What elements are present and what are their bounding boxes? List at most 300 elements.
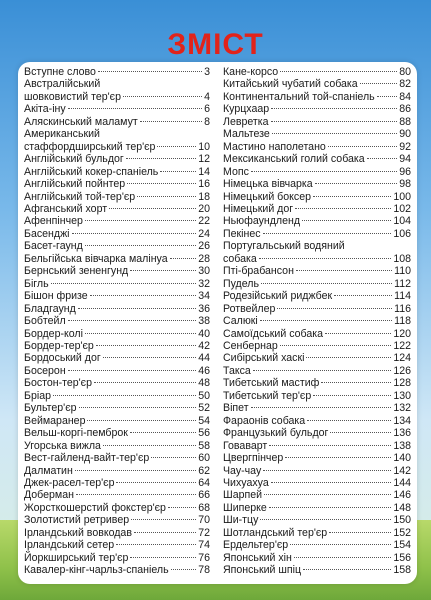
toc-entry-page: 82 <box>399 78 411 91</box>
toc-entry-name: Ньюфаундленд <box>223 215 301 228</box>
toc-entry-page: 110 <box>394 265 411 278</box>
toc-entry[interactable] <box>24 303 210 315</box>
toc-entry-leader <box>130 557 196 558</box>
toc-entry[interactable] <box>223 440 411 452</box>
toc-entry[interactable] <box>223 215 411 227</box>
toc-entry-name: Японський хін <box>223 551 292 564</box>
toc-entry-leader <box>68 320 197 321</box>
toc-entry[interactable] <box>24 352 210 364</box>
toc-entry[interactable] <box>24 539 210 551</box>
toc-entry[interactable] <box>24 228 210 240</box>
toc-entry-page: 34 <box>198 290 210 303</box>
toc-entry[interactable] <box>24 564 210 576</box>
toc-entry-leader <box>295 208 391 209</box>
toc-entry-leader <box>330 432 391 433</box>
toc-entry[interactable] <box>24 265 210 277</box>
toc-entry-name: Німецька вівчарка <box>223 178 313 191</box>
toc-entry-name: Доберман <box>24 489 74 502</box>
toc-entry[interactable] <box>24 166 210 178</box>
toc-entry-leader <box>116 482 196 483</box>
toc-entry-leader <box>303 569 391 570</box>
toc-entry-name: Англійський кокер-спаніель <box>24 165 159 178</box>
toc-entry-name-line1: Португальський водяний <box>223 240 345 253</box>
toc-entry-page: 46 <box>198 364 210 377</box>
toc-entry[interactable] <box>24 315 210 327</box>
toc-entry-page: 72 <box>198 526 210 539</box>
toc-entry-page: 90 <box>399 128 411 141</box>
toc-entry-leader <box>96 345 196 346</box>
toc-entry-leader <box>137 196 196 197</box>
toc-entry-leader <box>103 357 196 358</box>
toc-entry-leader <box>90 295 197 296</box>
toc-entry-page: 86 <box>399 103 411 116</box>
toc-entry-page: 108 <box>393 252 411 265</box>
toc-entry-page: 44 <box>198 352 210 365</box>
toc-entry-leader <box>377 96 398 97</box>
toc-entry-name: Тибетський тер'єр <box>223 389 312 402</box>
toc-entry[interactable] <box>24 290 210 302</box>
toc-entry[interactable] <box>223 128 411 140</box>
toc-entry-name: стаффордширський тер'єр <box>24 140 156 153</box>
toc-entry[interactable] <box>24 527 210 539</box>
toc-entry[interactable] <box>223 141 411 153</box>
toc-entry[interactable] <box>24 465 210 477</box>
toc-entry[interactable] <box>24 452 210 464</box>
toc-entry[interactable] <box>223 66 411 78</box>
toc-entry-page: 144 <box>393 476 411 489</box>
toc-entry-page: 84 <box>399 90 411 103</box>
toc-entry-leader <box>334 295 392 296</box>
toc-entry[interactable] <box>223 166 411 178</box>
toc-entry[interactable] <box>24 377 210 389</box>
toc-entry[interactable] <box>223 191 411 203</box>
toc-entry[interactable] <box>223 452 411 464</box>
toc-entry-leader <box>271 482 392 483</box>
toc-entry-leader <box>329 532 391 533</box>
toc-entry-name: Басенджі <box>24 227 70 240</box>
toc-entry-leader <box>109 208 196 209</box>
toc-entry-leader <box>78 308 196 309</box>
toc-entry-leader <box>313 196 391 197</box>
toc-entry-leader <box>306 357 391 358</box>
toc-entry-page: 60 <box>198 452 210 465</box>
toc-entry-name: Бріар <box>24 389 51 402</box>
toc-entry-page: 102 <box>393 202 411 215</box>
toc-entry-page: 114 <box>394 290 411 303</box>
contents-column-left <box>24 66 210 577</box>
toc-entry-name: Німецький боксер <box>223 190 311 203</box>
toc-entry-name: собака <box>223 252 257 265</box>
toc-entry-leader <box>272 133 397 134</box>
toc-entry[interactable] <box>223 153 411 165</box>
toc-entry-leader <box>261 283 392 284</box>
toc-entry-name: Бігль <box>24 277 49 290</box>
toc-entry-name: Тибетський мастиф <box>223 377 320 390</box>
toc-entry-leader <box>253 370 391 371</box>
toc-entry-name: Бернський зененгунд <box>24 265 129 278</box>
toc-entry-name: Англійський пойнтер <box>24 178 126 191</box>
toc-entry-name: Угорська вижла <box>24 439 101 452</box>
toc-entry[interactable] <box>223 315 411 327</box>
toc-entry[interactable] <box>24 278 210 290</box>
toc-entry[interactable] <box>223 328 411 340</box>
toc-entry[interactable] <box>223 228 411 240</box>
toc-entry-page: 18 <box>198 190 210 203</box>
toc-entry-name: Курцхаар <box>223 103 270 116</box>
toc-entry-leader <box>260 320 392 321</box>
toc-entry[interactable] <box>223 365 411 377</box>
toc-entry-name: Ердельтер'єр <box>223 539 289 552</box>
toc-entry[interactable] <box>223 303 411 315</box>
contents-panel <box>18 62 417 584</box>
toc-entry-leader <box>127 183 196 184</box>
toc-entry-page: 42 <box>198 339 210 352</box>
toc-entry-leader <box>269 507 392 508</box>
page-title: ЗМІСТ <box>167 28 264 61</box>
toc-entry[interactable] <box>223 203 411 215</box>
toc-entry-name: Бультер'єр <box>24 402 77 415</box>
toc-entry-page: 80 <box>399 66 411 78</box>
toc-entry-name: Сенбернар <box>223 339 278 352</box>
toc-entry-name: Сибірський хаскі <box>223 352 305 365</box>
toc-entry-page: 76 <box>198 551 210 564</box>
toc-entry-leader <box>325 333 391 334</box>
toc-entry-name: Бельгійська вівчарка малінуа <box>24 252 168 265</box>
toc-entry-leader <box>271 121 398 122</box>
toc-entry-leader <box>277 308 392 309</box>
toc-entry[interactable] <box>24 552 210 564</box>
toc-entry-leader <box>290 544 391 545</box>
toc-entry-page: 64 <box>198 476 210 489</box>
toc-entry-leader <box>130 432 196 433</box>
toc-entry-leader <box>130 270 196 271</box>
toc-entry-name: Афенпінчер <box>24 215 83 228</box>
toc-entry-page: 94 <box>399 153 411 166</box>
toc-entry-page: 128 <box>393 377 411 390</box>
toc-entry-page: 6 <box>204 103 210 116</box>
toc-entry-name: Жорсткошерстий фокстер'єр <box>24 501 166 514</box>
toc-entry-name: Віпет <box>223 402 249 415</box>
toc-entry-leader <box>68 370 197 371</box>
toc-entry-name: Говаварт <box>223 439 268 452</box>
toc-entry-name: Мальтезе <box>223 128 270 141</box>
toc-entry-name: Вест-гайленд-вайт-тер'єр <box>24 452 150 465</box>
toc-entry-leader <box>85 245 196 246</box>
toc-entry[interactable] <box>223 91 411 103</box>
toc-entry[interactable] <box>24 514 210 526</box>
toc-entry-leader <box>171 569 197 570</box>
toc-entry[interactable] <box>24 253 210 265</box>
toc-entry[interactable] <box>223 116 411 128</box>
toc-entry[interactable] <box>223 514 411 526</box>
toc-entry[interactable] <box>24 128 210 153</box>
toc-entry[interactable] <box>24 427 210 439</box>
toc-entry-leader <box>263 470 391 471</box>
toc-entry-page: 14 <box>198 165 210 178</box>
toc-entry-page: 48 <box>198 377 210 390</box>
toc-entry-page: 134 <box>393 414 411 427</box>
toc-entry-name: Самоїдський собака <box>223 327 323 340</box>
toc-entry-name: Босерон <box>24 364 66 377</box>
toc-entry-page: 100 <box>393 190 411 203</box>
toc-entry-name: Фараонів собака <box>223 414 306 427</box>
toc-entry-leader <box>140 121 202 122</box>
toc-entry-name: Англійський той-тер'єр <box>24 190 136 203</box>
toc-entry[interactable] <box>24 116 210 128</box>
toc-entry-page: 32 <box>198 277 210 290</box>
toc-entry-name: Акіта-іну <box>24 103 66 116</box>
toc-entry-name: Бордоський дог <box>24 352 101 365</box>
toc-entry-page: 24 <box>198 227 210 240</box>
toc-entry-name: Кавалер-кінг-чарльз-спаніель <box>24 564 169 577</box>
toc-entry-page: 152 <box>393 526 411 539</box>
toc-entry-leader <box>87 420 196 421</box>
toc-entry-name: Ірландський сетер <box>24 539 115 552</box>
toc-entry-name: Золотистий ретривер <box>24 514 130 527</box>
toc-entry-page: 156 <box>393 551 411 564</box>
toc-entry-page: 10 <box>198 140 210 153</box>
toc-entry-page: 36 <box>198 302 210 315</box>
toc-entry-leader <box>271 108 397 109</box>
toc-entry[interactable] <box>24 178 210 190</box>
toc-entry-name: Німецький дог <box>223 202 294 215</box>
toc-entry[interactable] <box>223 78 411 90</box>
toc-entry-page: 142 <box>393 464 411 477</box>
toc-entry[interactable] <box>223 427 411 439</box>
toc-entry-name: Бордер-колі <box>24 327 83 340</box>
toc-entry-page: 70 <box>198 514 210 527</box>
toc-entry[interactable] <box>223 240 411 265</box>
toc-entry[interactable] <box>223 402 411 414</box>
toc-entry-name: Ши-тцу <box>223 514 259 527</box>
toc-entry-leader <box>85 220 196 221</box>
toc-entry[interactable] <box>223 502 411 514</box>
toc-entry-page: 68 <box>198 501 210 514</box>
toc-entry-name: Левретка <box>223 115 269 128</box>
toc-entry[interactable] <box>24 66 210 78</box>
toc-entry[interactable] <box>24 440 210 452</box>
toc-entry-leader <box>94 382 196 383</box>
toc-entry-leader <box>285 457 391 458</box>
toc-entry[interactable] <box>223 352 411 364</box>
toc-entry[interactable] <box>223 465 411 477</box>
toc-entry-leader <box>263 233 392 234</box>
toc-entry-name: Веймаранер <box>24 414 86 427</box>
toc-entry-page: 4 <box>204 90 210 103</box>
toc-entry-page: 88 <box>399 115 411 128</box>
toc-entry-name: Чау-чау <box>223 464 262 477</box>
toc-entry-leader <box>103 445 196 446</box>
toc-entry-leader <box>307 420 391 421</box>
toc-entry[interactable] <box>223 564 411 576</box>
toc-entry-name: Японський шпіц <box>223 564 302 577</box>
toc-entry-leader <box>328 146 397 147</box>
toc-entry[interactable] <box>223 489 411 501</box>
toc-entry-page: 3 <box>204 66 210 78</box>
toc-entry-name: Бостон-тер'єр <box>24 377 92 390</box>
toc-entry-leader <box>51 283 197 284</box>
toc-entry[interactable] <box>24 502 210 514</box>
toc-entry-name: Бобтейл <box>24 315 66 328</box>
toc-entry-name: Шотландський тер'єр <box>223 526 328 539</box>
toc-entry[interactable] <box>24 477 210 489</box>
toc-entry[interactable] <box>223 527 411 539</box>
toc-entry-page: 58 <box>198 439 210 452</box>
toc-entry[interactable] <box>223 278 411 290</box>
toc-entry[interactable] <box>24 240 210 252</box>
toc-entry-name: Джек-расел-тер'єр <box>24 476 115 489</box>
toc-entry-page: 56 <box>198 427 210 440</box>
toc-entry-name: Такса <box>223 364 251 377</box>
toc-entry-page: 158 <box>393 564 411 577</box>
toc-entry-leader <box>360 83 398 84</box>
toc-entry-page: 130 <box>393 389 411 402</box>
toc-entry-page: 30 <box>198 265 210 278</box>
toc-entry-name: Пудель <box>223 277 259 290</box>
toc-entry[interactable] <box>24 365 210 377</box>
toc-entry-name: шовковистий тер'єр <box>24 90 121 103</box>
toc-entry-page: 52 <box>198 402 210 415</box>
toc-entry-leader <box>315 183 398 184</box>
toc-entry-page: 54 <box>198 414 210 427</box>
toc-entry[interactable] <box>24 390 210 402</box>
toc-entry-name: Кане-корсо <box>223 66 279 78</box>
toc-entry-leader <box>321 382 391 383</box>
toc-entry-leader <box>251 407 392 408</box>
toc-entry[interactable] <box>24 78 210 103</box>
toc-entry-name: Мексиканський голий собака <box>223 153 365 166</box>
toc-entry-page: 106 <box>393 227 411 240</box>
toc-entry-name: Континентальний той-спаніель <box>223 90 375 103</box>
toc-entry-name: Афганський хорт <box>24 202 108 215</box>
toc-entry[interactable] <box>223 390 411 402</box>
toc-entry[interactable] <box>24 415 210 427</box>
toc-entry-leader <box>294 557 391 558</box>
toc-entry[interactable] <box>223 290 411 302</box>
toc-entry-leader <box>72 233 197 234</box>
toc-entry[interactable] <box>24 340 210 352</box>
toc-entry-leader <box>68 108 202 109</box>
toc-entry-name: Бордер-тер'єр <box>24 339 94 352</box>
toc-entry[interactable] <box>24 103 210 115</box>
toc-entry-name: Шарпей <box>223 489 263 502</box>
toc-entry-page: 74 <box>198 539 210 552</box>
toc-entry-page: 38 <box>198 315 210 328</box>
toc-entry[interactable] <box>223 377 411 389</box>
toc-entry-page: 136 <box>393 427 411 440</box>
toc-entry-name: Пті-брабансон <box>223 265 294 278</box>
toc-entry-page: 120 <box>393 327 411 340</box>
toc-entry-name-line1: Американський <box>24 128 100 141</box>
toc-entry-page: 66 <box>198 489 210 502</box>
toc-entry-page: 122 <box>393 339 411 352</box>
toc-entry[interactable] <box>24 489 210 501</box>
toc-entry-leader <box>131 519 196 520</box>
toc-entry-page: 22 <box>198 215 210 228</box>
toc-entry-page: 26 <box>198 240 210 253</box>
toc-entry-page: 132 <box>393 402 411 415</box>
toc-entry-leader <box>85 333 196 334</box>
toc-entry-page: 104 <box>393 215 411 228</box>
toc-entry[interactable] <box>24 191 210 203</box>
toc-entry-page: 138 <box>393 439 411 452</box>
toc-entry-name: Аляскинський маламут <box>24 115 138 128</box>
toc-entry[interactable] <box>223 415 411 427</box>
toc-entry-leader <box>75 470 196 471</box>
toc-entry[interactable] <box>223 178 411 190</box>
toc-entry-name: Мопс <box>223 165 249 178</box>
toc-entry-leader <box>123 96 202 97</box>
toc-entry-page: 150 <box>393 514 411 527</box>
toc-entry-leader <box>280 71 397 72</box>
toc-entry-page: 78 <box>198 564 210 577</box>
toc-entry-name: Китайський чубатий собака <box>223 78 358 91</box>
toc-entry-page: 148 <box>393 501 411 514</box>
toc-entry-name: Чихуахуа <box>223 476 269 489</box>
toc-entry-name: Вельш-коргі-пемброк <box>24 427 128 440</box>
toc-entry-leader <box>79 407 197 408</box>
toc-entry-page: 116 <box>394 302 411 315</box>
toc-entry-page: 124 <box>393 352 411 365</box>
toc-entry-name: Вступне слово <box>24 66 96 78</box>
toc-entry-leader <box>269 445 391 446</box>
toc-entry-page: 62 <box>198 464 210 477</box>
toc-entry-page: 112 <box>394 277 411 290</box>
toc-entry[interactable] <box>24 153 210 165</box>
toc-entry-name-line1: Австралійський <box>24 78 101 91</box>
toc-entry-name: Йоркширський тер'єр <box>24 551 129 564</box>
toc-entry-leader <box>98 71 202 72</box>
toc-entry-name: Французький бульдог <box>223 427 329 440</box>
toc-entry[interactable] <box>223 477 411 489</box>
toc-entry-leader <box>134 532 196 533</box>
toc-entry-page: 140 <box>393 452 411 465</box>
toc-entry-name: Пекінес <box>223 227 261 240</box>
toc-entry[interactable] <box>223 265 411 277</box>
toc-entry-page: 20 <box>198 202 210 215</box>
toc-entry-name: Басет-гаунд <box>24 240 83 253</box>
toc-entry-page: 8 <box>204 115 210 128</box>
toc-entry-name: Шиперке <box>223 501 267 514</box>
toc-entry-name: Ротвейлер <box>223 302 276 315</box>
toc-entry[interactable] <box>24 215 210 227</box>
toc-entry-page: 28 <box>198 252 210 265</box>
toc-entry-name: Бішон фризе <box>24 290 88 303</box>
contents-column-right <box>223 66 411 577</box>
toc-entry[interactable] <box>223 340 411 352</box>
toc-entry-page: 12 <box>198 153 210 166</box>
toc-entry-leader <box>53 395 196 396</box>
toc-entry-page: 98 <box>399 178 411 191</box>
toc-entry-leader <box>259 258 392 259</box>
toc-entry-page: 118 <box>394 315 411 328</box>
toc-entry-page: 92 <box>399 140 411 153</box>
toc-entry-page: 40 <box>198 327 210 340</box>
toc-entry[interactable] <box>223 103 411 115</box>
toc-entry-name: Ірландський вовкодав <box>24 526 132 539</box>
toc-entry[interactable] <box>24 402 210 414</box>
toc-entry-leader <box>296 270 392 271</box>
toc-entry-leader <box>157 146 196 147</box>
toc-entry[interactable] <box>223 552 411 564</box>
toc-entry-name: Родезійський риджбек <box>223 290 333 303</box>
toc-entry[interactable] <box>24 328 210 340</box>
toc-entry[interactable] <box>24 203 210 215</box>
toc-entry[interactable] <box>223 539 411 551</box>
toc-entry-leader <box>151 457 196 458</box>
toc-entry-page: 16 <box>198 178 210 191</box>
toc-entry-name: Далматин <box>24 464 73 477</box>
